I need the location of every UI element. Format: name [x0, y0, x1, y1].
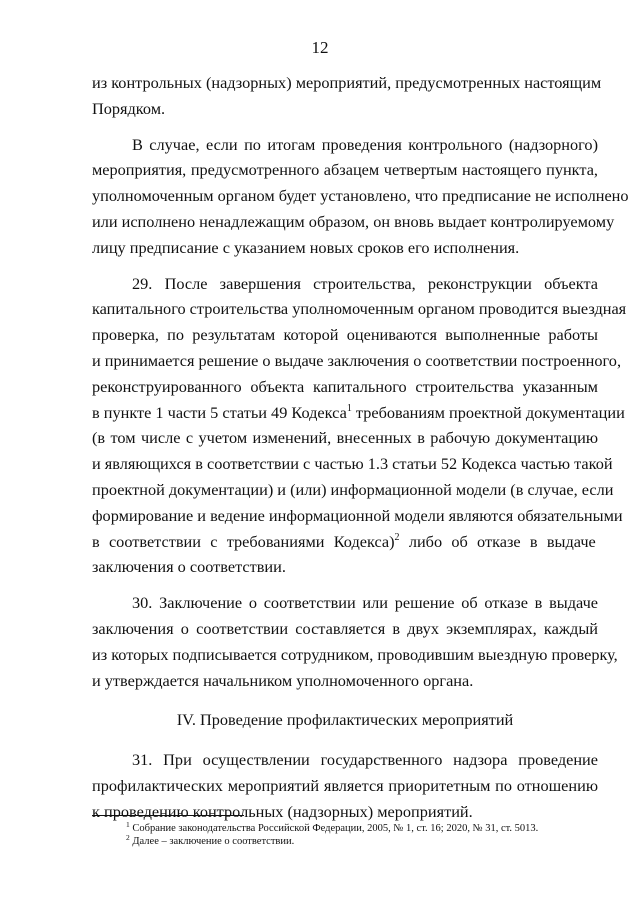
text-line: мероприятия, предусмотренного абзацем четвертым настоящего пункта, — [92, 160, 598, 180]
text-fragment: либо об отказе в выдаче — [399, 531, 596, 551]
text-line: капитального строительства уполномоченным органом проводится выездная — [92, 299, 627, 319]
text-line: и являющихся в соответствии с частью 1.3 статьи 52 Кодекса частью такой — [92, 454, 613, 474]
footnote-ref-1: 1 — [346, 402, 352, 414]
text-line: лицу предписание с указанием новых сроков его исполнения. — [92, 237, 520, 257]
footnote-1 — [126, 822, 606, 835]
footnote-2 — [126, 835, 606, 848]
section-heading: IV. Проведение профилактических мероприятий — [176, 710, 514, 730]
text-line: из которых подписывается сотрудником, проводившим выездную проверку, — [92, 644, 618, 664]
footnote-text: Собрание законодательства Российской Федерации, 2005, № 1, ст. 16; 2020, № 31, ст. 5013. — [129, 823, 539, 834]
text-fragment: требованиям проектной документации — [351, 402, 625, 422]
text-fragment: в соответствии с требованиями Кодекса) — [92, 531, 395, 551]
document-body — [92, 70, 629, 825]
text-line: 31. При осуществлении государственного надзора проведение — [132, 750, 598, 770]
text-line: 29. После завершения строительства, реконструкции объекта — [132, 273, 598, 293]
page-number: 12 — [311, 38, 329, 57]
text-line: заключения о соответствии составляется в двух экземплярах, каждый — [92, 618, 598, 638]
text-line: 30. Заключение о соответствии или решение об отказе в выдаче — [132, 593, 598, 613]
footnote-mark: 2 — [126, 833, 130, 842]
footnote-separator — [92, 815, 244, 816]
text-line: В случае, если по итогам проведения контрольного (надзорного) — [132, 134, 598, 154]
text-line: или исполнено ненадлежащим образом, он вновь выдает контролируемому — [92, 211, 615, 231]
text-line: к проведению контрольных (надзорных) мероприятий. — [92, 801, 473, 821]
text-line: уполномоченным органом будет установлено, что предписание не исполнено — [92, 186, 629, 206]
footnote-ref-2: 2 — [394, 531, 400, 543]
text-fragment: в пункте 1 части 5 статьи 49 Кодекса — [92, 402, 347, 422]
text-line: формирование и ведение информационной модели являются обязательными — [92, 505, 623, 525]
text-line: (в том числе с учетом изменений, внесенных в рабочую документацию — [92, 428, 598, 448]
text-line — [92, 529, 598, 555]
footnote-mark: 1 — [126, 820, 130, 829]
footnote-text: Далее – заключение о соответствии. — [129, 836, 295, 847]
text-line: заключения о соответствии. — [92, 557, 286, 577]
text-line: проектной документации) и (или) информационной модели (в случае, если — [92, 479, 614, 499]
text-line: и утверждается начальником уполномоченного органа. — [92, 670, 474, 690]
text-line: реконструированного объекта капитального строительства указанным — [92, 376, 598, 396]
text-line: Порядком. — [92, 98, 166, 118]
text-line: и принимается решение о выдаче заключения о соответствии построенного, — [92, 350, 622, 370]
text-line: проверка, по результатам которой оцениваются выполненные работы — [92, 325, 598, 345]
text-line: из контрольных (надзорных) мероприятий, предусмотренных настоящим — [92, 73, 602, 92]
text-line — [92, 400, 625, 426]
footnotes — [126, 822, 606, 848]
text-line: профилактических мероприятий является приоритетным по отношению — [92, 775, 598, 795]
